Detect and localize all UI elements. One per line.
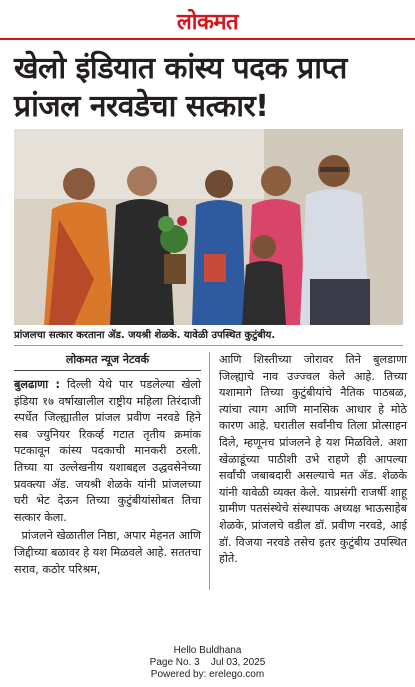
newspaper-logo: लोकमत	[176, 9, 239, 35]
article-paragraph	[14, 377, 201, 526]
article-photo	[14, 129, 403, 325]
article-paragraph	[219, 352, 407, 568]
column-divider	[209, 352, 210, 590]
masthead-rule	[0, 38, 415, 40]
paragraph-1-text: दिल्ली येथे पार पडलेल्या खेलो इंडिया १७ वर्षाखालील राष्ट्रीय महिला तिरंदाजी स्पर्धेत जिल्ह्यातील प्रांजल प्रवीण नरवडे हिने सब ज्युनियर रिकर्व्ह गटात तृतीय क्रमांक पटकावून कांस्य पदकाची मानकरी ठरली. तिच्या या उल्लेखनीय यशाबद्दल उद्धवसेनेच्या प्रवक्त्या ॲड. जयश्री शेळके यांनी प्रांजलच्या घरी भेट देऊन तिच्या कुटुंबीयांसोबत तिचा सत्कार केला.	[14, 378, 201, 524]
page-footer	[0, 645, 415, 681]
photo-caption: प्रांजलचा सत्कार करताना ॲड. जयश्री शेळके. यावेळी उपस्थित कुटुंबीय.	[14, 330, 276, 341]
byline: लोकमत न्यूज नेटवर्क	[14, 352, 201, 371]
article-paragraph	[14, 528, 201, 578]
paragraph-2-text: प्रांजलने खेळातील निष्ठा, अपार मेहनत आणि जिद्दीच्या बळावर हे यश मिळवले आहे. सततचा सराव, कठोर परिश्रम,	[14, 529, 201, 576]
footer-powered-by: Powered by: erelego.com	[150, 669, 265, 680]
masthead	[0, 0, 415, 40]
dateline: बुलढाणा :	[14, 378, 60, 391]
caption-rule	[14, 345, 403, 346]
article-column-right	[219, 352, 407, 570]
footer-page-info: Page No. 3 Jul 03, 2025	[149, 657, 266, 668]
article-column-left	[14, 352, 201, 580]
felicitation-photo-illustration	[14, 129, 403, 325]
article-headline: खेलो इंडियात कांस्य पदक प्राप्त प्रांजल नरवडेचा सत्कार!	[14, 51, 347, 124]
footer-publication: Hello Buldhana	[173, 645, 242, 656]
paragraph-3-text: आणि शिस्तीच्या जोरावर तिने बुलडाणा जिल्ह्याचे नाव उज्ज्वल केले आहे. तिच्या यशामागे तिच्या कुटुंबीयांचे नैतिक पाठबळ, त्यांचा त्याग आणि मानसिक आधार हे मोठे कारण आहे. घरातील सर्वांनीच तिला प्रोत्साहन दिले, म्हणूनच प्रांजलने हे यश मिळविले. अशा खेळाडूंच्या पाठीशी उभे राहणे ही आपल्या सर्वांची जबाबदारी असल्याचे मत ॲड. शेळके यांनी यावेळी व्यक्त केले. याप्रसंगी राजर्षी शाहू ग्रामीण पतसंस्थेचे संस्थापक अध्यक्ष भाऊसाहेब शेळके, प्रांजलचे वडील डॉ. प्रवीण नरवडे, आई डॉ. विजया नरवडे तसेच इतर कुटुंबीय उपस्थित होते.	[219, 353, 407, 566]
